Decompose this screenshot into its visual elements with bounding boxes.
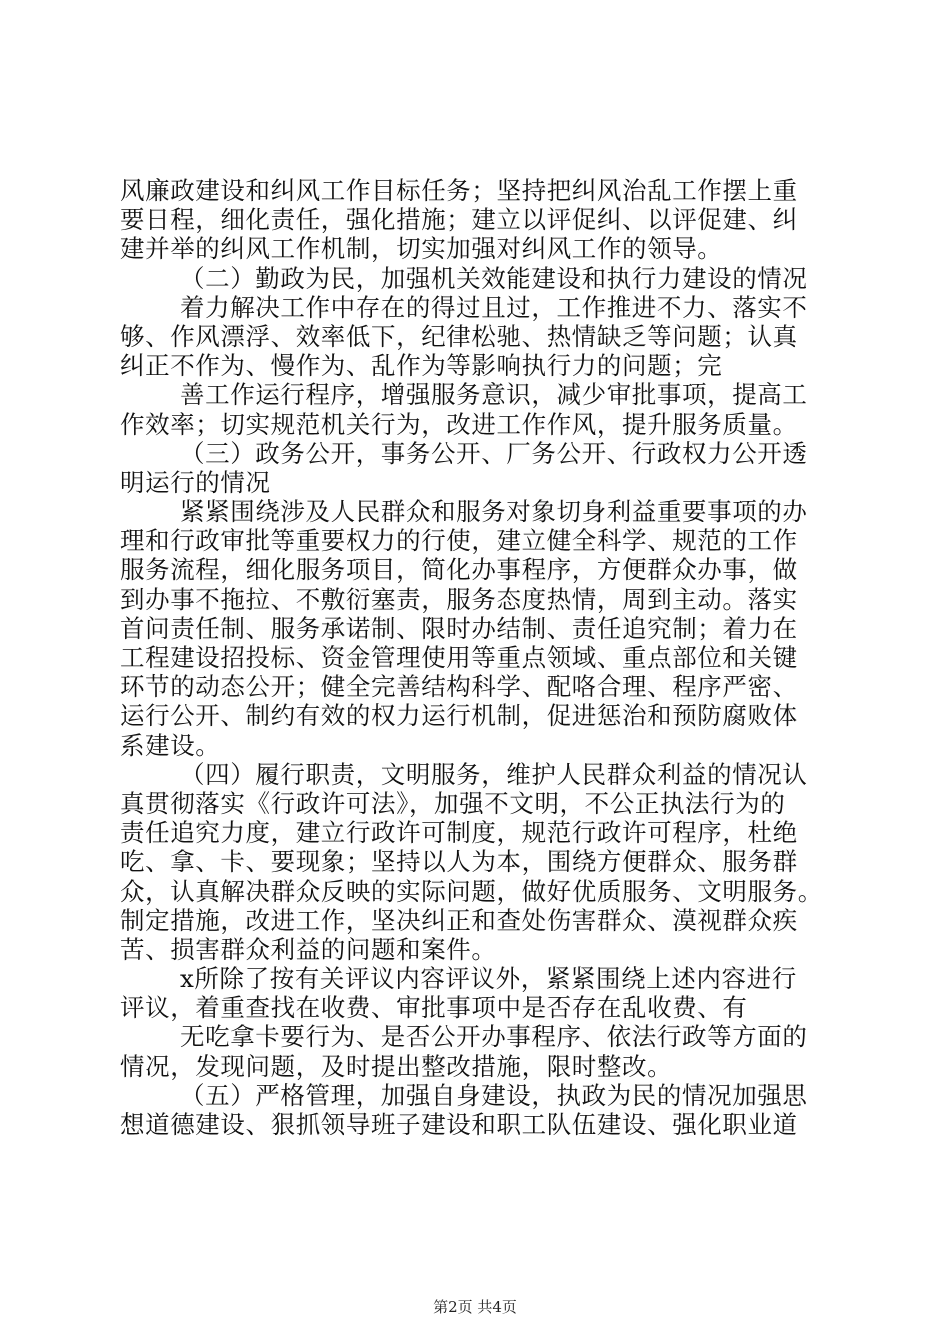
text-line: 评议，着重查找在收费、审批事项中是否存在乱收费、有 [120, 993, 748, 1023]
text-line: 苦、损害群众利益的问题和案件。 [120, 934, 497, 964]
text-line: 够、作风漂浮、效率低下，纪律松驰、热情缺乏等问题；认真 [120, 321, 798, 351]
text-line: 作效率；切实规范机关行为，改进工作作风，提升服务质量。 [120, 409, 798, 439]
page-number-label: 第2页 共4页 [433, 1298, 517, 1316]
text-line: 想道德建设、狠抓领导班子建设和职工队伍建设、强化职业道 [120, 1110, 798, 1139]
text-line: 首问责任制、服务承诺制、限时办结制、责任追究制；着力在 [120, 613, 798, 643]
text-line: 理和行政审批等重要权力的行使，建立健全科学、规范的工作 [120, 526, 798, 556]
text-line: 明运行的情况 [120, 467, 271, 497]
text-line: 工程建设招投标、资金管理使用等重点领域、重点部位和关键 [120, 643, 798, 672]
text-line: 责任追究力度，建立行政许可制度，规范行政许可程序，杜绝 [120, 818, 798, 848]
text-line: （四）履行职责，文明服务，维护人民群众利益的情况认 [180, 759, 808, 789]
text-line: 环节的动态公开；健全完善结构科学、配咯合理、程序严密、 [120, 672, 798, 702]
text-line: 紧紧围绕涉及人民群众和服务对象切身利益重要事项的办 [180, 497, 808, 527]
text-line: 众，认真解决群众反映的实际问题，做好优质服务、文明服务。 [120, 876, 823, 906]
document-body [120, 176, 840, 1139]
text-line: x所除了按有关评议内容评议外，紧紧围绕上述内容进行 [180, 964, 797, 994]
text-line: 无吃拿卡要行为、是否公开办事程序、依法行政等方面的 [180, 1022, 808, 1052]
text-line: 要日程，细化责任，强化措施；建立以评促纠、以评促建、纠 [120, 205, 798, 235]
text-line: 系建设。 [120, 730, 221, 760]
text-line: 吃、拿、卡、要现象；坚持以人为本，围绕方便群众、服务群 [120, 847, 798, 877]
text-line: 风廉政建设和纠风工作目标任务；坚持把纠风治乱工作摆上重 [120, 176, 798, 205]
text-line: 情况，发现问题，及时提出整改措施，限时整改。 [120, 1051, 673, 1081]
text-line: 服务流程，细化服务项目，简化办事程序，方便群众办事，做 [120, 555, 798, 585]
text-line: （二）勤政为民，加强机关效能建设和执行力建设的情况 [180, 263, 808, 293]
text-line: 运行公开、制约有效的权力运行机制，促进惩治和预防腐败体 [120, 701, 798, 731]
text-line: 制定措施，改进工作，坚决纠正和查处伤害群众、漠视群众疾 [120, 905, 798, 935]
text-line: 真贯彻落实《行政许可法》，加强不文明，不公正执法行为的 [120, 788, 786, 818]
text-line: 着力解决工作中存在的得过且过，工作推进不力、落实不 [180, 292, 808, 322]
text-line: 纠正不作为、慢作为、乱作为等影响执行力的问题；完 [120, 351, 723, 381]
text-line: （五）严格管理，加强自身建设，执政为民的情况加强思 [180, 1080, 808, 1110]
page-footer [0, 1296, 950, 1317]
text-line: 建并举的纠风工作机制，切实加强对纠风工作的领导。 [120, 234, 723, 264]
text-line: （三）政务公开，事务公开、厂务公开、行政权力公开透 [180, 438, 808, 468]
text-line: 善工作运行程序，增强服务意识，减少审批事项，提高工 [180, 380, 808, 410]
text-line: 到办事不拖拉、不敷衍塞责，服务态度热情，周到主动。落实 [120, 584, 798, 614]
